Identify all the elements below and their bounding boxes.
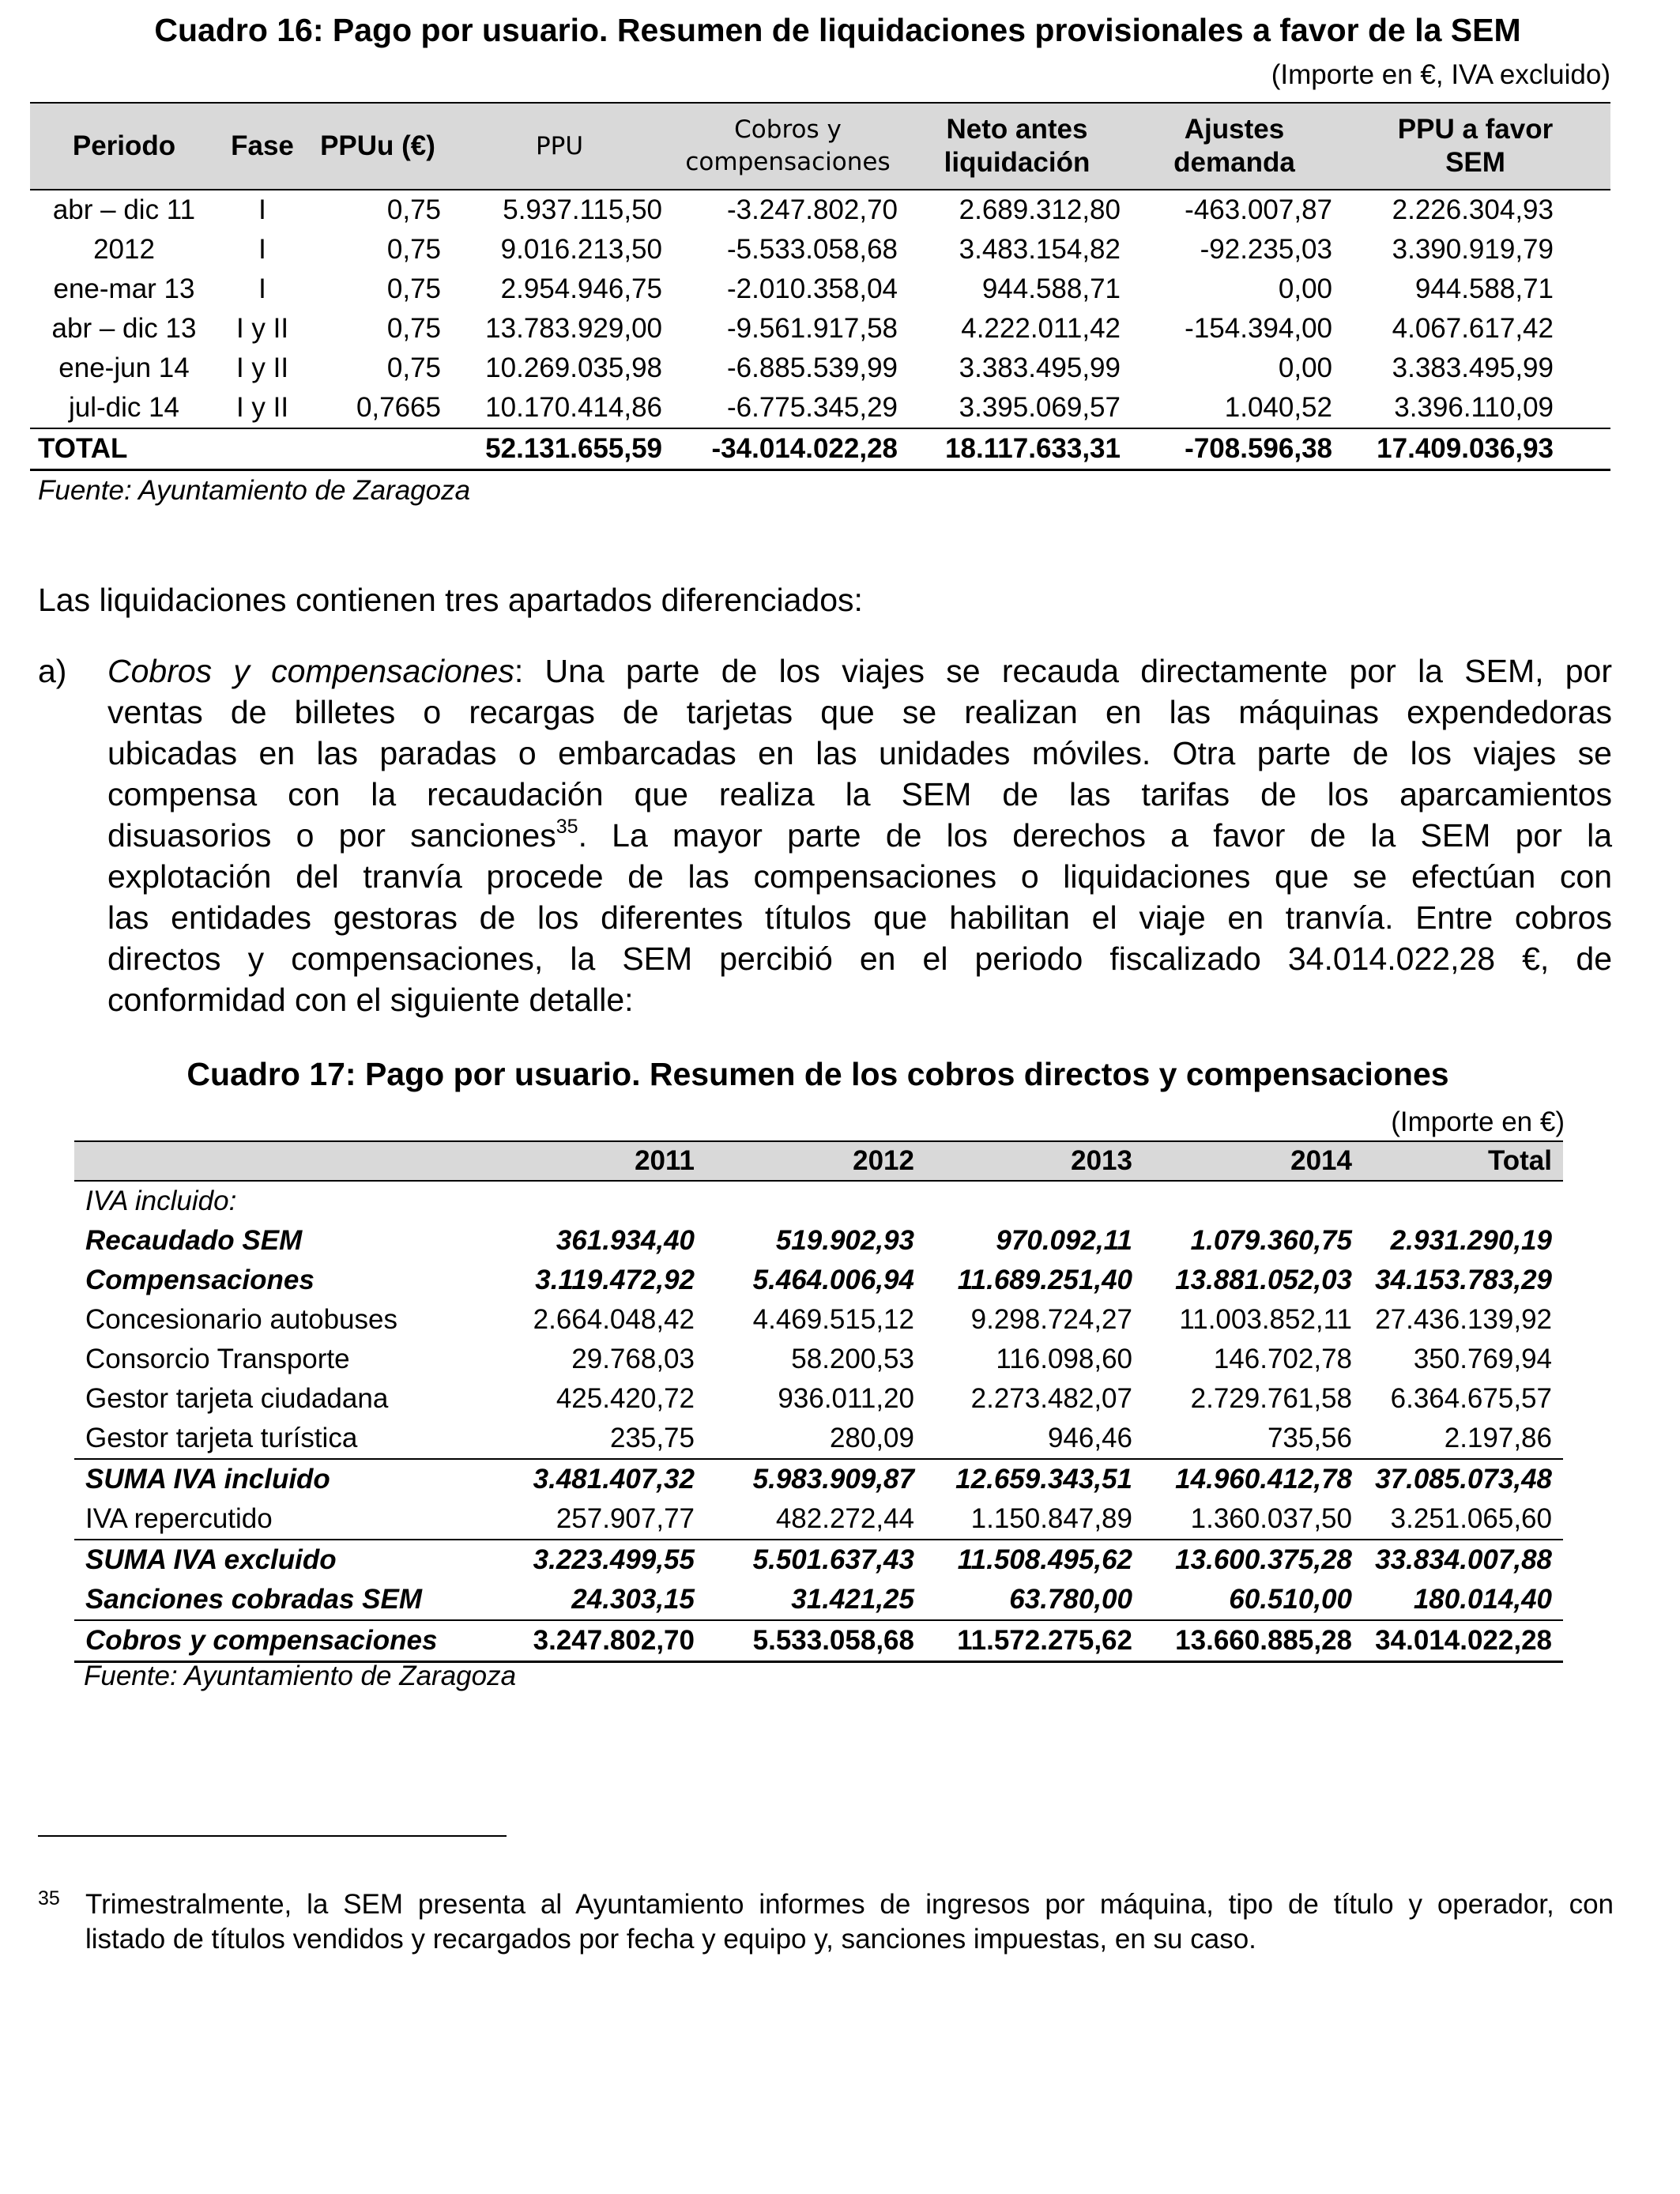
cell-value: 6.364.675,57	[1390, 1383, 1552, 1414]
cell-periodo: abr – dic 11	[52, 194, 196, 225]
table17-row	[74, 1540, 1563, 1580]
cell-cobros: -3.247.802,70	[726, 194, 898, 225]
row-label: SUMA IVA excluido	[85, 1544, 337, 1575]
table16-row	[30, 388, 1610, 428]
cell-value: 11.572.275,62	[957, 1625, 1132, 1656]
cell-padding	[1561, 270, 1610, 309]
cell-fase: I y II	[235, 392, 289, 423]
cell-value: 3.481.407,32	[533, 1464, 695, 1495]
cell-value: 2.664.048,42	[533, 1304, 695, 1335]
cell-ajustes: -463.007,87	[1185, 194, 1332, 225]
cell-ppuu: 0,75	[386, 234, 441, 265]
header-ppuu: PPUu (€)	[320, 130, 435, 161]
total-ppuu	[307, 428, 449, 470]
cell-value: 735,56	[1267, 1423, 1352, 1453]
total-periodo: TOTAL	[38, 433, 128, 464]
cell-neto: 2.689.312,80	[959, 194, 1121, 225]
table16-row	[30, 190, 1610, 230]
header-cobros-line2: compensaciones	[685, 148, 891, 176]
cell-value: 60.510,00	[1229, 1584, 1352, 1615]
cell-value: 2.197,86	[1444, 1423, 1552, 1453]
cell-value	[925, 1181, 1143, 1221]
table16-row	[30, 270, 1610, 309]
cell-neto: 3.383.495,99	[959, 352, 1121, 383]
table17-row	[74, 1499, 1563, 1540]
cell-periodo: 2012	[93, 234, 155, 265]
table17-row	[74, 1620, 1563, 1662]
row-label: Gestor tarjeta ciudadana	[85, 1383, 389, 1414]
cell-value: 37.085.073,48	[1375, 1464, 1552, 1495]
cell-ppuu: 0,75	[386, 273, 441, 304]
cell-value: 11.003.852,11	[1179, 1304, 1352, 1335]
list-item-body	[107, 650, 1612, 1020]
paragraph-line-1-text: : Una parte de los viajes se recauda directamente por la SEM, por	[514, 653, 1612, 689]
table17-row	[74, 1419, 1563, 1459]
row-label: Concesionario autobuses	[85, 1304, 397, 1335]
row-label: Gestor tarjeta turística	[85, 1423, 358, 1453]
paragraph-line-7: las entidades gestoras de los diferentes títulos que habilitan el viaje en tranvía. Entre cobros	[107, 899, 1612, 936]
header-year: 2011	[635, 1145, 695, 1176]
table17-row	[74, 1261, 1563, 1300]
table16-unit-note: (Importe en €, IVA excluido)	[1271, 59, 1610, 90]
total-ppu-sem: 17.409.036,93	[1377, 433, 1554, 464]
cell-cobros: -6.885.539,99	[726, 352, 898, 383]
table17-source: Fuente: Ayuntamiento de Zaragoza	[84, 1661, 517, 1691]
cell-periodo: abr – dic 13	[51, 313, 197, 344]
cell-ajustes: 0,00	[1278, 273, 1332, 304]
cell-value: 5.983.909,87	[752, 1464, 914, 1495]
cell-value: 3.223.499,55	[533, 1544, 695, 1575]
cell-ajustes: 0,00	[1278, 352, 1332, 383]
paragraph-line-8: directos y compensaciones, la SEM percibió en el periodo fiscalizado 34.014.022,28 €, de	[107, 941, 1612, 977]
cell-value: 14.960.412,78	[1175, 1464, 1352, 1495]
cell-value: 1.079.360,75	[1190, 1225, 1352, 1256]
cell-ppu: 10.269.035,98	[485, 352, 662, 383]
paragraph-line-5-start: disuasorios o por sanciones	[107, 817, 556, 854]
cell-value	[501, 1181, 706, 1221]
table16-row	[30, 309, 1610, 349]
paragraph-line-4: compensa con la recaudación que realiza la SEM de las tarifas de los aparcamientos	[107, 776, 1612, 812]
table16	[30, 102, 1610, 471]
cell-neto: 3.395.069,57	[959, 392, 1121, 423]
cell-value: 58.200,53	[791, 1344, 914, 1374]
cell-value: 257.907,77	[556, 1503, 695, 1534]
cell-ajustes: -92.235,03	[1200, 234, 1332, 265]
cell-fase: I y II	[235, 313, 289, 344]
cell-fase: I	[258, 234, 266, 265]
table16-header-row	[30, 103, 1610, 190]
cell-padding	[1561, 388, 1610, 428]
header-neto-line1: Neto antes	[946, 114, 1088, 145]
footnote-line-1: Trimestralmente, la SEM presenta al Ayuntamiento informes de ingresos por máquina, tipo de título y operador, con	[85, 1889, 1614, 1920]
intro-paragraph: Las liquidaciones contienen tres apartados diferenciados:	[38, 582, 863, 618]
header-fase: Fase	[231, 130, 294, 161]
cell-value: 34.153.783,29	[1375, 1265, 1552, 1295]
cell-periodo: ene-mar 13	[53, 273, 195, 304]
header-ppu-sem-line1: PPU a favor	[1397, 114, 1554, 145]
cell-value: 34.014.022,28	[1375, 1625, 1552, 1656]
cell-neto: 4.222.011,42	[961, 313, 1121, 344]
cell-neto: 3.483.154,82	[959, 234, 1121, 265]
paragraph-line-1	[107, 650, 1612, 692]
cell-value: 2.729.761,58	[1190, 1383, 1352, 1414]
cell-value: 519.902,93	[775, 1225, 914, 1256]
paragraph-line-9: conformidad con el siguiente detalle:	[107, 982, 634, 1018]
cell-value: 235,75	[609, 1423, 695, 1453]
header-periodo: Periodo	[72, 130, 176, 161]
total-ppu: 52.131.655,59	[485, 433, 662, 464]
cell-padding	[1561, 230, 1610, 270]
cell-ppuu: 0,75	[386, 194, 441, 225]
table17-row	[74, 1459, 1563, 1499]
table17-unit-note: (Importe en €)	[1391, 1106, 1565, 1137]
cell-value: 11.508.495,62	[957, 1544, 1132, 1575]
total-neto: 18.117.633,31	[945, 433, 1121, 464]
header-ajustes	[1128, 103, 1340, 190]
cell-value: 5.501.637,43	[752, 1544, 914, 1575]
cell-value: 13.881.052,03	[1175, 1265, 1352, 1295]
cell-value: 33.834.007,88	[1375, 1544, 1552, 1575]
header-neto-line2: liquidación	[944, 147, 1090, 178]
header-ppu-sem-line2: SEM	[1445, 147, 1505, 178]
row-label: Cobros y compensaciones	[85, 1625, 438, 1656]
cell-ppu-sem: 944.588,71	[1414, 273, 1554, 304]
cell-fase: I y II	[235, 352, 289, 383]
header-year: 2013	[1071, 1145, 1132, 1176]
header-year: Total	[1487, 1145, 1552, 1176]
header-ppu-sem	[1340, 103, 1610, 190]
row-label: IVA repercutido	[85, 1503, 273, 1534]
paragraph-line-5	[107, 815, 1612, 856]
cell-value: 2.273.482,07	[970, 1383, 1132, 1414]
table16-row	[30, 349, 1610, 388]
header-ajustes-line2: demanda	[1173, 147, 1295, 178]
cell-ajustes: 1.040,52	[1224, 392, 1332, 423]
cell-cobros: -6.775.345,29	[726, 392, 898, 423]
total-fase	[218, 428, 307, 470]
cell-value: 3.247.802,70	[533, 1625, 695, 1656]
table17-row	[74, 1379, 1563, 1419]
cell-value: 970.092,11	[996, 1225, 1132, 1256]
total-cobros: -34.014.022,28	[711, 433, 898, 464]
row-label: Recaudado SEM	[85, 1225, 303, 1256]
cell-value: 31.421,25	[791, 1584, 914, 1615]
table16-title: Cuadro 16: Pago por usuario. Resumen de liquidaciones provisionales a favor de la SEM	[154, 12, 1521, 48]
row-label: Sanciones cobradas SEM	[85, 1584, 422, 1615]
cell-value: 3.119.472,92	[535, 1265, 695, 1295]
row-label: IVA incluido:	[85, 1186, 237, 1216]
cell-value: 482.272,44	[775, 1503, 914, 1534]
cell-value	[1143, 1181, 1363, 1221]
cell-ppu: 9.016.213,50	[500, 234, 662, 265]
cell-value: 280,09	[829, 1423, 914, 1453]
cell-value: 361.934,40	[556, 1225, 695, 1256]
cell-value: 24.303,15	[571, 1584, 695, 1615]
table16-total-row	[30, 428, 1610, 470]
table17-title: Cuadro 17: Pago por usuario. Resumen de los cobros directos y compensaciones	[186, 1056, 1449, 1092]
header-year: 2012	[853, 1145, 914, 1176]
cell-padding	[1561, 349, 1610, 388]
cell-periodo: jul-dic 14	[68, 392, 180, 423]
footnote-text	[85, 1887, 1614, 1957]
cell-value: 9.298.724,27	[970, 1304, 1132, 1335]
footnote-number: 35	[38, 1887, 60, 1909]
cell-value: 29.768,03	[571, 1344, 695, 1374]
table17-row	[74, 1300, 1563, 1340]
cell-ppu-sem: 2.226.304,93	[1392, 194, 1554, 225]
cell-fase: I	[258, 194, 266, 225]
cell-ppuu: 0,7665	[356, 392, 441, 423]
header-ajustes-line1: Ajustes	[1184, 114, 1285, 145]
cell-value: 146.702,78	[1213, 1344, 1352, 1374]
cell-value	[706, 1181, 925, 1221]
cell-ppu-sem: 3.390.919,79	[1392, 234, 1554, 265]
paragraph-line-5-end: . La mayor parte de los derechos a favor de la SEM por la	[578, 817, 1612, 854]
cell-value: 116.098,60	[996, 1344, 1132, 1374]
header-concepto	[74, 1141, 501, 1181]
paragraph-line-6: explotación del tranvía procede de las compensaciones o liquidaciones que se efectúan con	[107, 858, 1612, 895]
cell-padding	[1561, 190, 1610, 230]
cell-value: 5.533.058,68	[752, 1625, 914, 1656]
cell-neto: 944.588,71	[981, 273, 1121, 304]
row-label: Compensaciones	[85, 1265, 315, 1295]
term-cobros-compensaciones: Cobros y compensaciones	[107, 653, 514, 689]
cell-value: 4.469.515,12	[752, 1304, 914, 1335]
cell-value: 946,46	[1047, 1423, 1132, 1453]
cell-cobros: -2.010.358,04	[726, 273, 898, 304]
header-cobros	[670, 103, 906, 190]
cell-value: 425.420,72	[556, 1383, 695, 1414]
cell-value: 63.780,00	[1009, 1584, 1132, 1615]
header-ppu: PPU	[535, 132, 584, 160]
cell-value: 350.769,94	[1413, 1344, 1552, 1374]
header-year: 2014	[1290, 1145, 1352, 1176]
list-item-letter: a)	[38, 653, 67, 689]
cell-ppu: 10.170.414,86	[485, 392, 662, 423]
cell-value: 936.011,20	[778, 1383, 914, 1414]
cell-value	[1363, 1181, 1563, 1221]
header-neto	[906, 103, 1128, 190]
cell-ppuu: 0,75	[386, 313, 441, 344]
footnote-separator	[38, 1835, 507, 1837]
cell-value: 3.251.065,60	[1390, 1503, 1552, 1534]
cell-value: 1.360.037,50	[1190, 1503, 1352, 1534]
row-label: SUMA IVA incluido	[85, 1464, 330, 1495]
cell-value: 27.436.139,92	[1375, 1304, 1552, 1335]
cell-fase: I	[258, 273, 266, 304]
table17-header-row	[74, 1141, 1563, 1181]
cell-value: 11.689.251,40	[957, 1265, 1132, 1295]
header-cobros-line1: Cobros y	[734, 115, 842, 144]
cell-ppu: 5.937.115,50	[503, 194, 662, 225]
cell-padding	[1561, 428, 1610, 470]
total-ajustes: -708.596,38	[1185, 433, 1332, 464]
cell-ppu: 13.783.929,00	[485, 313, 662, 344]
cell-cobros: -5.533.058,68	[726, 234, 898, 265]
table16-source: Fuente: Ayuntamiento de Zaragoza	[38, 475, 471, 506]
table17-row	[74, 1340, 1563, 1379]
cell-ppu: 2.954.946,75	[500, 273, 662, 304]
cell-padding	[1561, 309, 1610, 349]
table17-row	[74, 1580, 1563, 1620]
footnote-line-2: listado de títulos vendidos y recargados por fecha y equipo y, sanciones impuestas, en su caso.	[85, 1924, 1256, 1955]
cell-ajustes: -154.394,00	[1185, 313, 1332, 344]
table17-row	[74, 1221, 1563, 1261]
footnote-reference[interactable]: 35	[556, 816, 578, 838]
cell-ppuu: 0,75	[386, 352, 441, 383]
cell-value: 13.600.375,28	[1175, 1544, 1352, 1575]
table17	[74, 1140, 1563, 1663]
cell-ppu-sem: 3.383.495,99	[1392, 352, 1554, 383]
paragraph-line-2: ventas de billetes o recargas de tarjetas que se realizan en las máquinas expendedoras	[107, 694, 1612, 730]
cell-cobros: -9.561.917,58	[726, 313, 898, 344]
paragraph-line-3: ubicadas en las paradas o embarcadas en las unidades móviles. Otra parte de los viajes se	[107, 735, 1612, 771]
cell-value: 5.464.006,94	[752, 1265, 914, 1295]
table16-row	[30, 230, 1610, 270]
cell-periodo: ene-jun 14	[58, 352, 190, 383]
cell-value: 12.659.343,51	[955, 1464, 1132, 1495]
cell-ppu-sem: 4.067.617,42	[1392, 313, 1554, 344]
cell-value: 2.931.290,19	[1390, 1225, 1552, 1256]
cell-ppu-sem: 3.396.110,09	[1394, 392, 1554, 423]
cell-value: 13.660.885,28	[1175, 1625, 1352, 1656]
cell-value: 180.014,40	[1413, 1584, 1552, 1615]
cell-value: 1.150.847,89	[970, 1503, 1132, 1534]
table17-row	[74, 1181, 1563, 1221]
row-label: Consorcio Transporte	[85, 1344, 350, 1374]
